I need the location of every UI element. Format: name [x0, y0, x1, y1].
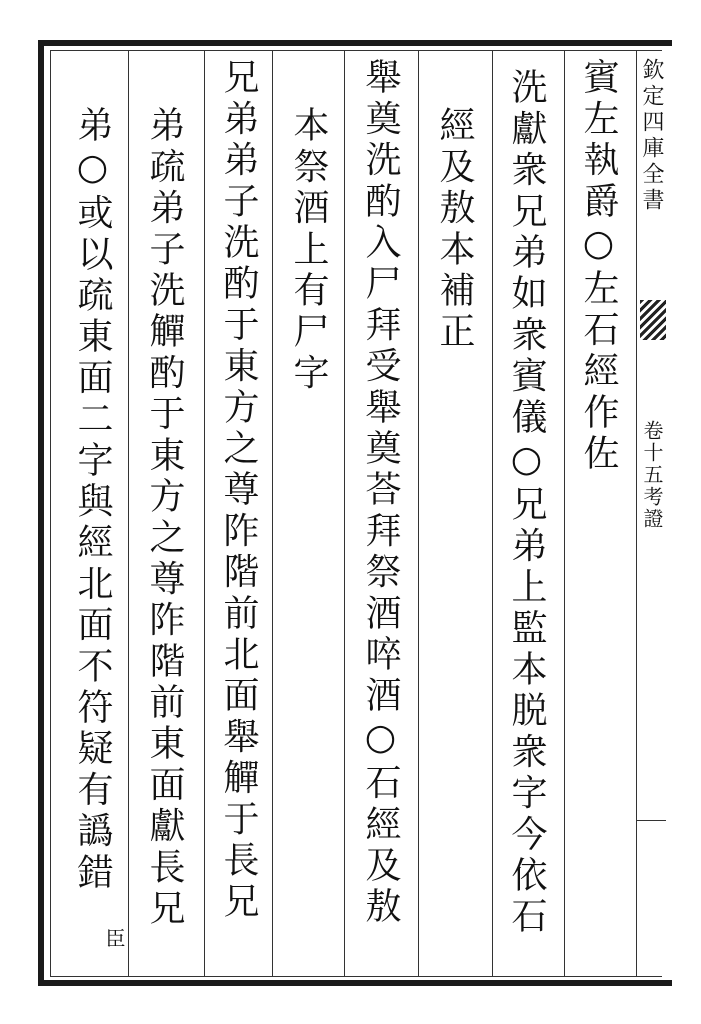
section-label: 卷十五考證	[640, 420, 664, 530]
text-column-5: 本祭酒上有尸字	[288, 106, 329, 395]
column-rule	[564, 50, 565, 977]
text-column-7: 弟疏弟子洗觶酌于東方之尊阼階前東面獻長兄	[144, 106, 185, 930]
text-column-4: 舉奠洗酌入尸拜受舉奠荅拜祭酒啐酒○石經及敖	[360, 58, 401, 929]
text-column-2: 洗獻衆兄弟如衆賓儀○兄弟上監本脱衆字今依石	[506, 68, 547, 939]
fold-rule	[636, 50, 637, 977]
column-rule	[344, 50, 345, 977]
column-rule	[418, 50, 419, 977]
column-rule	[204, 50, 205, 977]
column-rule	[272, 50, 273, 977]
text-column-3: 經及敖本補正	[434, 106, 475, 354]
text-column-6: 兄弟弟子洗酌于東方之尊阼階前北面舉觶于長兄	[218, 58, 259, 924]
fish-tail-mark	[640, 300, 666, 340]
inner-border	[50, 50, 662, 977]
fold-rule-bottom	[636, 820, 666, 821]
book-title: 欽定四庫全書	[639, 58, 664, 214]
text-column-1: 賓左執爵○左石經作佐	[578, 58, 619, 475]
signature-mark: 臣	[102, 928, 126, 950]
text-column-8: 弟○或以疏東面二字與經北面不符疑有譌錯	[72, 106, 113, 894]
column-rule	[492, 50, 493, 977]
column-rule	[128, 50, 129, 977]
